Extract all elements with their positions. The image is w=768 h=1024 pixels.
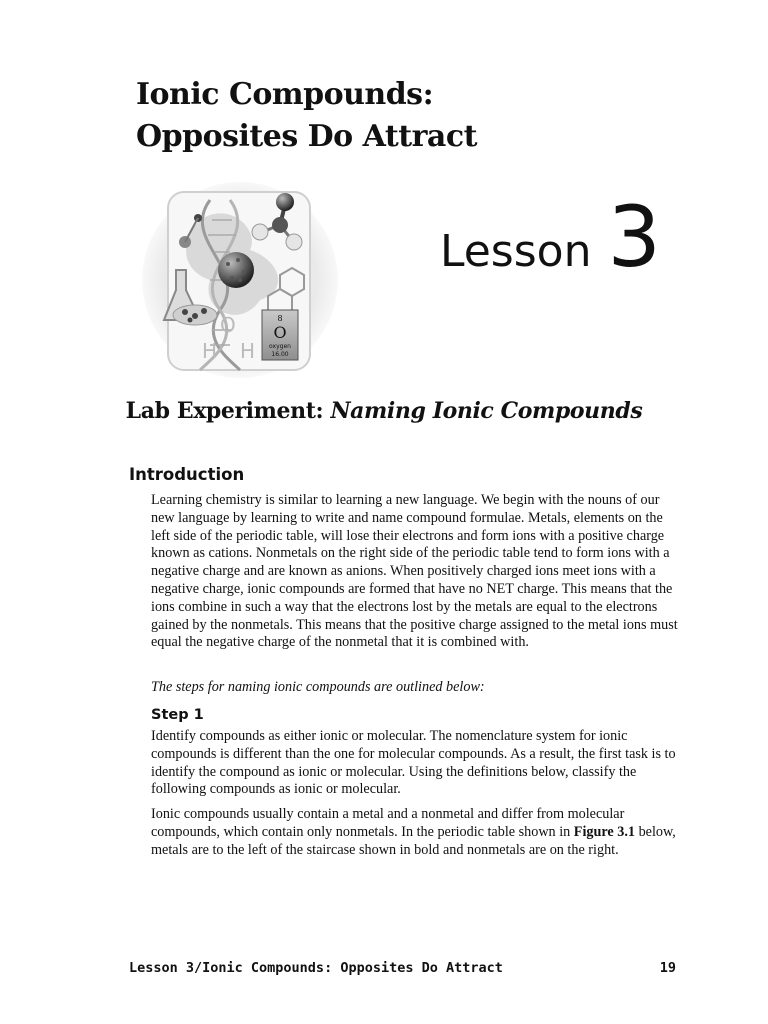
step1-paragraph-2-text-b: below, metals are to the left of the staircase shown in bold and nonmetals are on the right. bbox=[151, 823, 676, 858]
element-number: 8 bbox=[277, 314, 283, 323]
element-mass: 16.00 bbox=[271, 351, 289, 358]
step1-paragraph-2 bbox=[151, 806, 681, 859]
step1-heading: Step 1 bbox=[151, 707, 204, 723]
page-footer bbox=[129, 960, 676, 976]
introduction-heading: Introduction bbox=[129, 465, 245, 484]
chemistry-illustration bbox=[140, 180, 340, 380]
lesson-number: 3 bbox=[607, 188, 661, 286]
footer-page-number: 19 bbox=[659, 960, 676, 976]
lab-experiment-heading bbox=[0, 398, 768, 424]
title-line-2: Opposites Do Attract bbox=[136, 119, 477, 154]
hydrogen-label-left: H bbox=[202, 339, 218, 363]
lesson-label bbox=[440, 188, 661, 286]
lab-experiment-title: Naming Ionic Compounds bbox=[330, 398, 643, 424]
element-symbol: O bbox=[273, 323, 287, 342]
introduction-paragraph: Learning chemistry is similar to learning a new language. We begin with the nouns of our new language by learning to write and name compound formulae. Metals, elements on the left side of the periodic table, will lose their electrons and form ions with a positive charge known as cations. Nonmetals on the right side of the periodic table tend to form ions with a negative charge and are known as anions. When positively charged ions meet ions with a negative charge, ionic compounds are formed that have no NET charge. This means that the ions combine in such a way that the electrons lost by the metals are equal to the electrons gained by the nonmetals. This means that the positive charge assigned to the metal ions must equal the negative charge of the nonmetal that it is combined with. bbox=[151, 492, 678, 651]
chemistry-collage-image bbox=[140, 180, 340, 380]
footer-running-title: Lesson 3/Ionic Compounds: Opposites Do Attract bbox=[129, 960, 503, 976]
oxygen-label: O bbox=[220, 313, 236, 337]
title-line-1: Ionic Compounds: bbox=[136, 77, 434, 112]
page-title bbox=[136, 74, 477, 158]
step1-paragraph-1: Identify compounds as either ionic or molecular. The nomenclature system for ionic compounds is different than the one for molecular compounds. As a result, the first task is to identify the compound as ionic or molecular. Using the definitions below, classify the following compounds as ionic or molecular. bbox=[151, 728, 676, 798]
lab-experiment-prefix: Lab Experiment: bbox=[125, 398, 331, 424]
step1-paragraph-2-text-a: Ionic compounds usually contain a metal and a nonmetal and differ from molecular compounds, which contain only nonmetals. In the periodic table shown in bbox=[151, 806, 625, 840]
element-card bbox=[262, 310, 298, 360]
hydrogen-label-right: H bbox=[240, 339, 256, 363]
figure-reference: Figure 3.1 bbox=[573, 823, 636, 840]
steps-note: The steps for naming ionic compounds are outlined below: bbox=[151, 679, 485, 695]
element-name: oxygen bbox=[269, 343, 291, 350]
lesson-word: Lesson bbox=[440, 226, 592, 277]
